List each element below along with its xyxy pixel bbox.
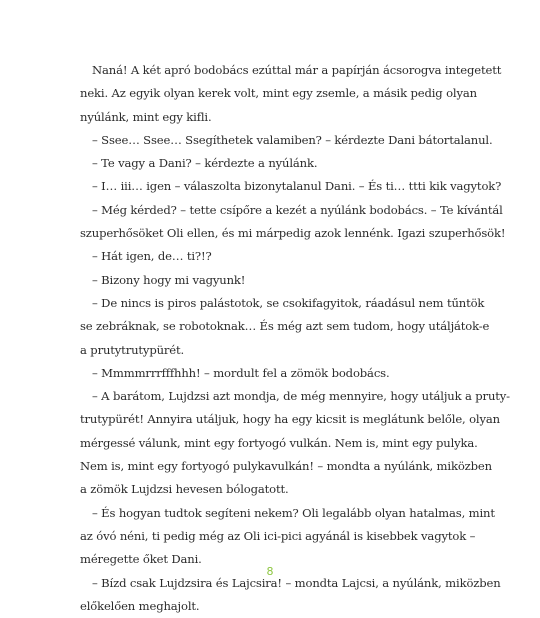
text-line: méregette őket Dani. xyxy=(80,552,202,567)
text-line: – I… iii… igen – válaszolta bizonytalanul Dani. – És ti… ttti kik vagytok? xyxy=(92,179,502,194)
text-line: – Bizony hogy mi vagyunk! xyxy=(92,272,246,287)
text-line: – Még kérded? – tette csípőre a kezét a nyúlánk bodobács. – Te kívántál xyxy=(92,202,503,217)
text-line: trutypürét! Annyira utáljuk, hogy ha egy kicsit is meglátunk belőle, olyan xyxy=(80,412,500,427)
text-line: a zömök Lujdzsi hevesen bólogatott. xyxy=(80,482,289,497)
text-line: – Bízd csak Lujdzsira és Lajcsira! – mondta Lajcsi, a nyúlánk, miközben xyxy=(92,575,501,590)
text-line: mérgessé válunk, mint egy fortyogó vulkán. Nem is, mint egy pulyka. xyxy=(80,435,478,450)
text-line: Nem is, mint egy fortyogó pulykavulkán! – mondta a nyúlánk, miközben xyxy=(80,459,492,474)
text-line: – Mmmmrrrfffhhh! – mordult fel a zömök bodobács. xyxy=(92,365,390,380)
text-line: – De nincs is piros palástotok, se csokifagyitok, ráadásul nem tűntök xyxy=(92,295,485,310)
text-line: neki. Az egyik olyan kerek volt, mint egy zsemle, a másik pedig olyan xyxy=(80,86,477,101)
text-line: – A barátom, Lujdzsi azt mondja, de még mennyire, hogy utáljuk a pruty- xyxy=(92,389,510,404)
text-line: – Hát igen, de… ti?!? xyxy=(92,249,212,264)
text-line: se zebráknak, se robotoknak… És még azt sem tudom, hogy utáljátok-e xyxy=(80,319,490,334)
text-line: – Ssee… Ssee… Ssegíthetek valamiben? – kérdezte Dani bátortalanul. xyxy=(92,132,493,147)
text-line: – Te vagy a Dani? – kérdezte a nyúlánk. xyxy=(92,156,318,171)
text-line: – És hogyan tudtok segíteni nekem? Oli legalább olyan hatalmas, mint xyxy=(92,505,495,520)
text-line: az óvó néni, ti pedig még az Oli ici-pici agyánál is kisebbek vagytok – xyxy=(80,528,476,543)
text-line: előkelően meghajolt. xyxy=(80,598,200,613)
text-line: a prutytrutypürét. xyxy=(80,342,185,357)
text-line: Naná! A két apró bodobács ezúttal már a papírján ácsorogva integetett xyxy=(92,63,502,77)
text-line: nyúlánk, mint egy kifli. xyxy=(80,109,212,124)
text-line: szuperhősöket Oli ellen, és mi márpedig azok lennénk. Igazi szuperhősök! xyxy=(80,226,506,241)
page-number: 8 xyxy=(266,565,274,578)
story-text xyxy=(80,59,510,618)
